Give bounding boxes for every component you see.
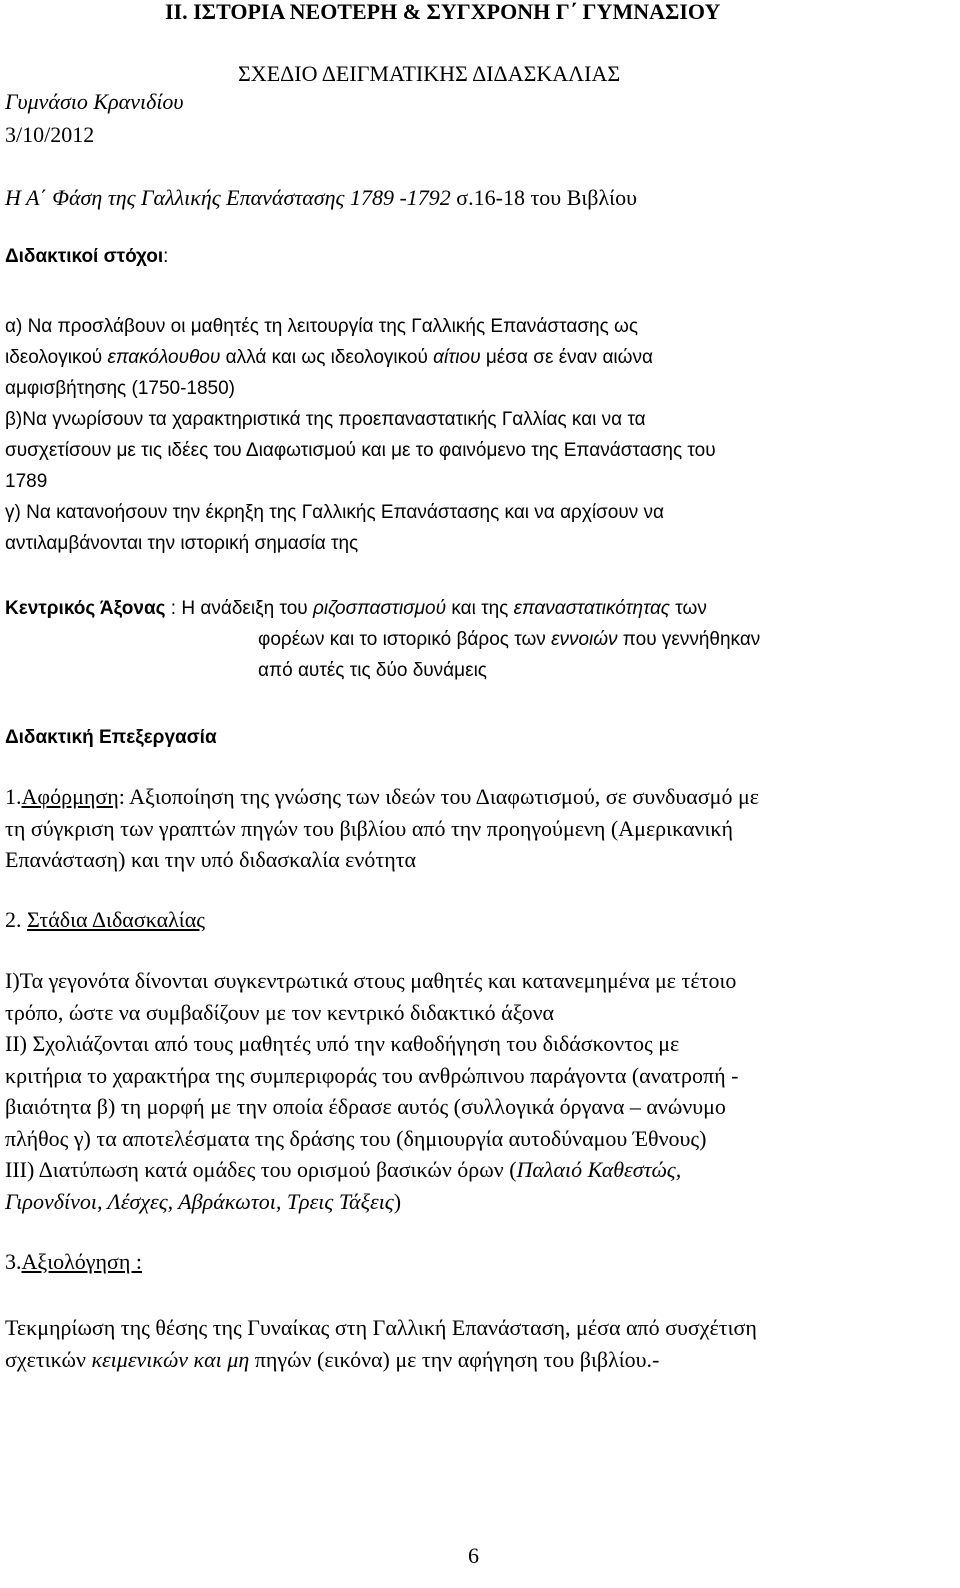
stage-2-line: κριτήρια το χαρακτήρα της συμπεριφοράς του ανθρώπινου παράγοντα (ανατροπή - — [5, 1062, 739, 1088]
stage-3-number: 3. — [5, 1249, 22, 1274]
objective-b-line-1: β)Να γνωρίσουν τα χαρακτηριστικά της προεπαναστατικής Γαλλίας και να τα — [5, 409, 646, 430]
central-axis-text: : Η ανάδειξη του — [165, 598, 313, 619]
central-axis-text: και της — [446, 598, 514, 619]
stage-2-title: Στάδια Διδασκαλίας — [27, 907, 205, 932]
processing-heading: Διδακτική Επεξεργασία — [5, 727, 217, 748]
stage-1-text: : Αξιοποίηση της γνώσης των ιδεών του Διαφωτισμού, σε συνδυασμό με — [118, 784, 760, 809]
objectives-heading — [5, 241, 168, 272]
objective-a-italic: επακόλουθου — [107, 347, 221, 368]
central-axis-italic: επαναστατικότητας — [513, 598, 671, 619]
objective-a-line-2 — [5, 342, 716, 373]
central-axis-line-2 — [258, 624, 760, 655]
stage-3-title: Αξιολόγηση : — [21, 1249, 142, 1274]
header-title-text: ΙΙ. ΙΣΤΟΡΙΑ ΝΕΟΤΕΡΗ & ΣΥΓΧΡΟΝΗ Γ΄ ΓΥΜΝΑΣΙΟΥ — [165, 0, 721, 24]
lesson-title-text: Η Α΄ Φάση της Γαλλικής Επανάστασης 1789 -1792 — [5, 185, 451, 210]
stage-1-line-2: τη σύγκριση των γραπτών πηγών του βιβλίου από την προηγούμενη (Αμερικανική — [5, 815, 733, 841]
central-axis-line-3: από αυτές τις δύο δυνάμεις — [258, 660, 487, 681]
objectives-heading-text: Διδακτικοί στόχοι — [5, 246, 164, 267]
stage-2-italic: Γιρονδίνοι, Λέσχες, Αβράκωτοι, Τρεις Τάξεις — [5, 1188, 394, 1214]
stage-2-line — [5, 1154, 738, 1186]
stage-2-number: 2. — [5, 907, 27, 932]
school-name: Γυμνάσιο Κρανιδίου — [5, 89, 184, 114]
stage-2-body — [5, 965, 738, 1217]
objectives-list — [5, 311, 716, 559]
objective-b-line-3: 1789 — [5, 471, 48, 492]
lesson-date: 3/10/2012 — [5, 122, 95, 147]
page-number: 6 — [468, 1543, 479, 1568]
stage-2-text: ΙΙΙ) Διατύπωση κατά ομάδες του ορισμού βασικών όρων ( — [5, 1157, 517, 1182]
stage-2-line: τρόπο, ώστε να συμβαδίζουν με τον κεντρικό διδακτικό άξονα — [5, 999, 555, 1025]
objective-c-line-1: γ) Να κατανοήσουν την έκρηξη της Γαλλικής Επανάστασης και να αρχίσουν να — [5, 502, 664, 523]
objective-a-line-3: αμφισβήτησης (1750-1850) — [5, 378, 236, 399]
stage-2-line — [5, 1186, 738, 1218]
central-axis-text: φορέων και το ιστορικό βάρος των — [258, 629, 552, 650]
stage-3-text: σχετικών — [5, 1346, 92, 1372]
stage-1-title: Αφόρμηση — [21, 784, 119, 809]
stage-2-line: βιαιότητα β) τη μορφή με την οποία έδρασε αυτός (συλλογικά όργανα – ανώνυμο — [5, 1094, 726, 1119]
lesson-pages: σ.16-18 του Βιβλίου — [450, 185, 637, 210]
stage-3-body — [5, 1312, 757, 1375]
objective-a-line-1: α) Να προσλάβουν οι μαθητές τη λειτουργία της Γαλλικής Επανάστασης ως — [5, 316, 639, 337]
stage-2-line: ΙΙ) Σχολιάζονται από τους μαθητές υπό την καθοδήγηση του διδάσκοντος με — [5, 1031, 680, 1056]
central-axis-line-1 — [5, 593, 707, 624]
central-axis-text: που γεννήθηκαν — [617, 629, 761, 650]
stage-2-italic: Παλαιό Καθεστώς, — [516, 1157, 682, 1182]
objective-a-text: ιδεολογικού — [5, 347, 108, 368]
stage-2-heading — [5, 904, 205, 936]
objective-b-line-2: συσχετίσουν με τις ιδέες του Διαφωτισμού και με το φαινόμενο της Επανάστασης του — [5, 440, 716, 461]
plan-title: ΣΧΕΔΙΟ ΔΕΙΓΜΑΤΙΚΗΣ ΔΙΔΑΣΚΑΛΙΑΣ — [238, 61, 621, 86]
header-title — [165, 0, 720, 28]
stage-2-text: ) — [393, 1188, 402, 1214]
stage-1-line-1 — [5, 781, 759, 813]
stage-2-line: πλήθος γ) τα αποτελέσματα της δράσης του (δημιουργία αυτοδύναμου Έθνους) — [5, 1125, 707, 1151]
objectives-heading-colon: : — [163, 246, 169, 267]
stage-3-italic: κειμενικών και μη — [91, 1346, 250, 1372]
stage-3-line-2 — [5, 1344, 757, 1376]
stage-1-line-3: Επανάσταση) και την υπό διδασκαλία ενότητα — [5, 847, 417, 872]
objective-a-italic: αίτιου — [433, 347, 481, 368]
stage-3-line-1: Τεκμηρίωση της θέσης της Γυναίκας στη Γαλλική Επανάσταση, μέσα από συσχέτιση — [5, 1315, 757, 1340]
objective-a-text: αλλά και ως ιδεολογικού — [220, 347, 434, 368]
lesson-title — [5, 182, 637, 214]
central-axis-label: Κεντρικός Άξονας — [5, 598, 166, 619]
central-axis-italic: εννοιών — [551, 629, 618, 650]
stage-3-heading — [5, 1246, 142, 1278]
stage-2-line: Ι)Τα γεγονότα δίνονται συγκεντρωτικά στους μαθητές και κατανεμημένα με τέτοιο — [5, 968, 737, 993]
objective-c-line-2: αντιλαμβάνονται την ιστορική σημασία της — [5, 533, 359, 554]
stage-1 — [5, 781, 759, 876]
objective-a-text: μέσα σε έναν αιώνα — [480, 347, 653, 368]
stage-1-number: 1. — [5, 784, 22, 809]
central-axis-text: των — [670, 598, 707, 619]
central-axis-italic: ριζοσπαστισμού — [312, 598, 447, 619]
stage-3-text: πηγών (εικόνα) με την αφήγηση του βιβλίου.- — [249, 1346, 660, 1372]
